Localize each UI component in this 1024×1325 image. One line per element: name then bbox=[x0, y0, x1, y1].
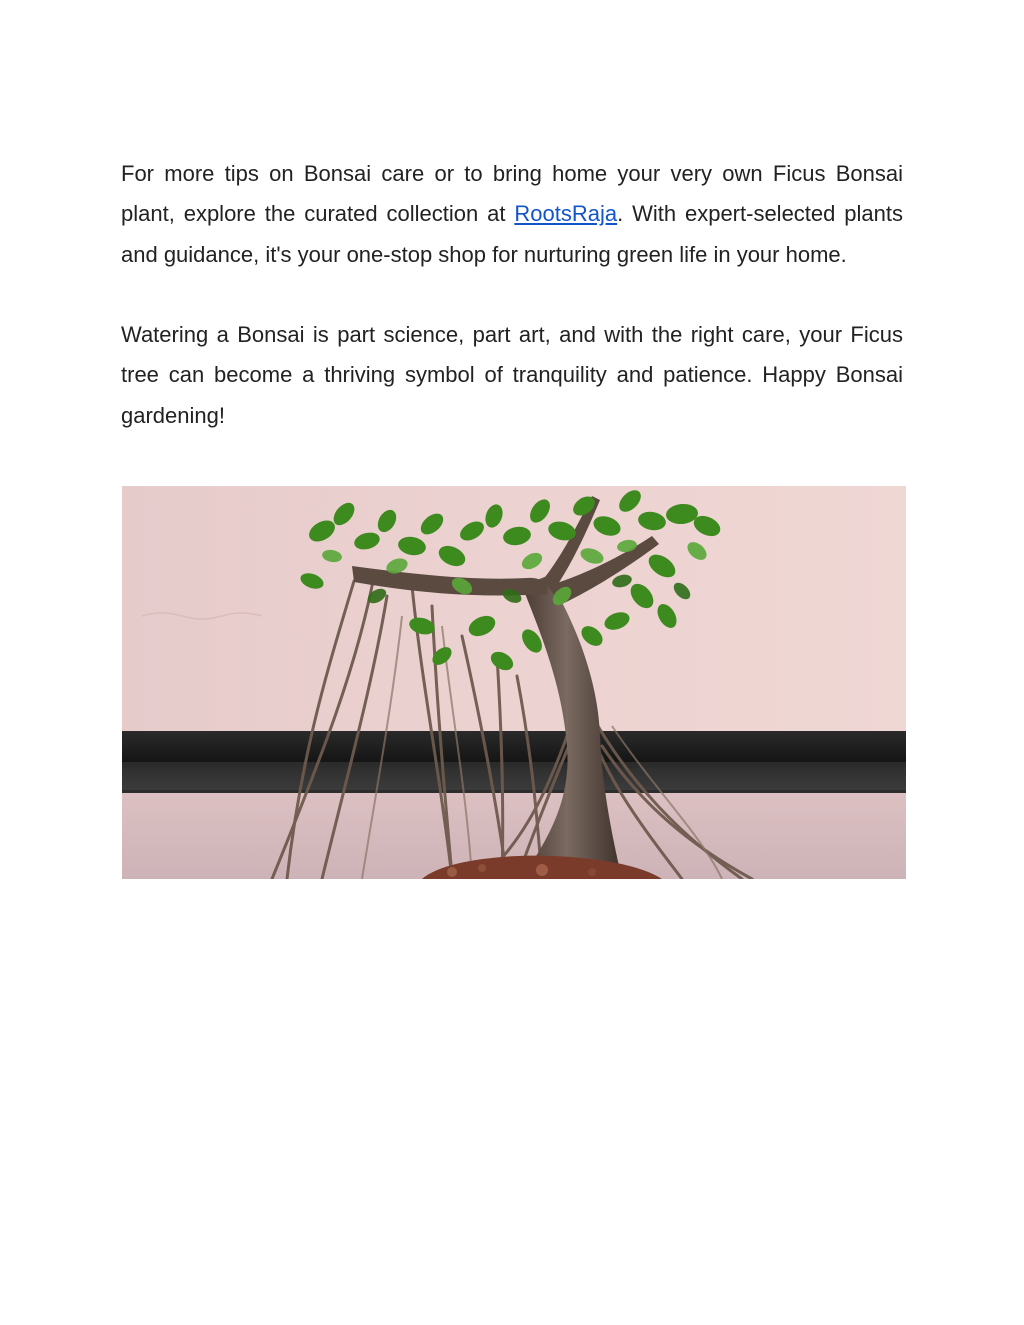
paragraph-watering: Watering a Bonsai is part science, part art, and with the right care, your Ficus tree can become a thriving symbol of tranquility and patience. Happy Bonsai gardening! bbox=[121, 322, 903, 428]
ficus-bonsai-photo bbox=[122, 486, 906, 879]
paragraph-1-text-before-link: For more tips on Bonsai care or to bring home your very own Ficus Bonsai plant, explore the curated collection at bbox=[121, 161, 903, 227]
rootsraja-link[interactable]: RootsRaja bbox=[514, 201, 618, 227]
paragraph-1-text-after-link: . With expert-selected plants and guidance, it's your one-stop shop for nurturing green life in your home. bbox=[121, 201, 903, 267]
document-body bbox=[121, 154, 903, 436]
paragraph-roots-raja bbox=[121, 154, 903, 275]
